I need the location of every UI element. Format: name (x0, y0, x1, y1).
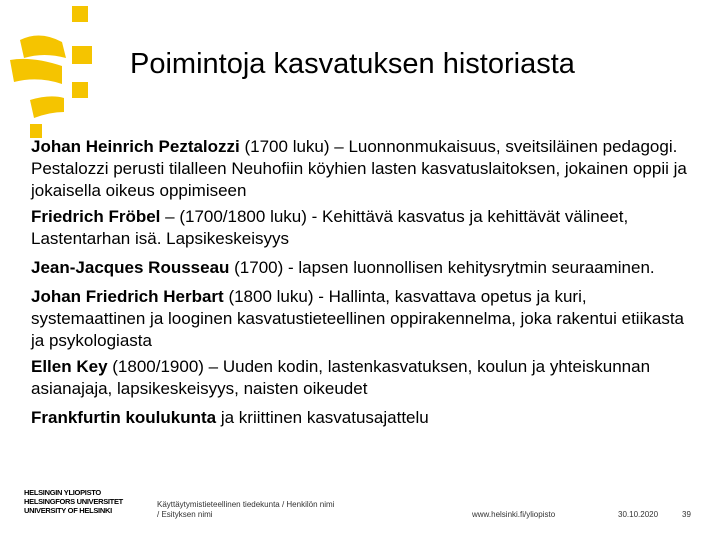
footer-date: 30.10.2020 (618, 510, 659, 519)
university-name-sv: HELSINGFORS UNIVERSITET (24, 497, 123, 506)
paragraph-rousseau (31, 254, 691, 282)
paragraph-herbart (31, 286, 691, 352)
faculty-line-1: Käyttäytymistieteellinen tiedekunta / Henkilön nimi (157, 500, 335, 509)
university-name-en: UNIVERSITY OF HELSINKI (24, 506, 112, 515)
text-key: (1800/1900) – Uuden kodin, lastenkasvatuksen, koulun ja yhteiskunnan asianajaja, lapsikeskeisyys, naisten oikeudet (31, 357, 651, 398)
paragraph-key (31, 356, 691, 400)
text-rousseau: (1700) - lapsen luonnollisen kehitysrytmin seuraaminen. (229, 258, 655, 277)
slide-title: Poimintoja kasvatuksen historiasta (130, 48, 575, 80)
page-number: 39 (682, 510, 691, 519)
text-frobel: – (1700/1800 luku) - Kehittävä kasvatus ja kehittävät välineet, Lastentarhan isä. Lapsikeskeisyys (31, 207, 629, 248)
faculty-line-2: / Esityksen nimi (157, 510, 213, 519)
paragraph-frobel (31, 206, 691, 250)
name-rousseau: Jean-Jacques Rousseau (31, 258, 230, 277)
faculty-info (157, 500, 334, 520)
text-herbart: (1800 luku) - Hallinta, kasvattava opetus ja kuri, systemaattinen ja looginen kasvatustieteellinen oppirakennelma, joka rakentui etiikasta ja psykologiasta (31, 287, 684, 350)
slide-footer (0, 480, 720, 540)
university-name-fi: HELSINGIN YLIOPISTO (24, 488, 101, 497)
paragraph-frankfurt (31, 404, 691, 432)
slide-content (31, 136, 691, 436)
name-pestalozzi: Johan Heinrich Peztalozzi (31, 137, 240, 156)
name-key: Ellen Key (31, 357, 108, 376)
name-frankfurt: Frankfurtin koulukunta (31, 408, 217, 427)
footer-url[interactable]: www.helsinki.fi/yliopisto (472, 510, 556, 519)
paragraph-pestalozzi (31, 136, 691, 202)
university-flame-logo-icon (0, 0, 110, 150)
text-frankfurt: ja kriittinen kasvatusajattelu (216, 408, 429, 427)
name-herbart: Johan Friedrich Herbart (31, 287, 224, 306)
university-name (24, 488, 123, 515)
name-frobel: Friedrich Fröbel (31, 207, 161, 226)
text-pestalozzi: (1700 luku) – Luonnonmukaisuus, sveitsiläinen pedagogi. Pestalozzi perusti tilalleen Neuhofiin köyhien lasten kasvatuslaitoksen, jokainen oppii ja jokaisella oikeus oppimiseen (31, 137, 687, 200)
